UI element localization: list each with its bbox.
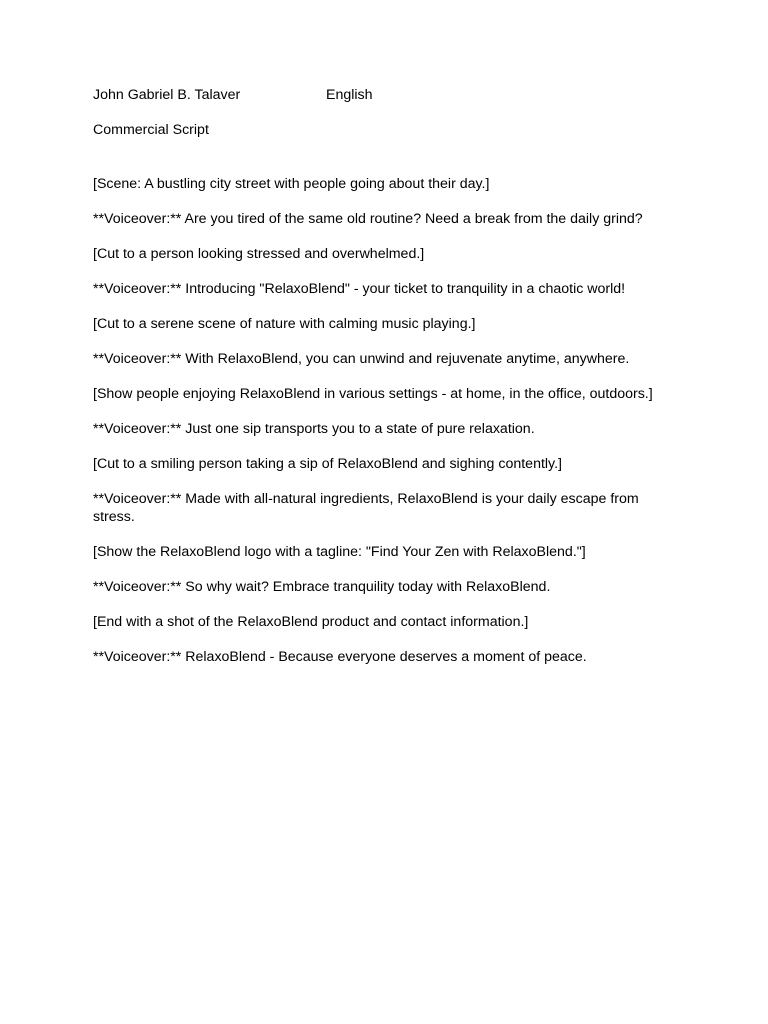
header-line [93,86,663,104]
document-content [93,86,663,683]
script-paragraph: **Voiceover:** With RelaxoBlend, you can unwind and rejuvenate anytime, anywhere. [93,351,630,367]
script-paragraph: **Voiceover:** Made with all-natural ingredients, RelaxoBlend is your daily escape from stress. [93,491,639,525]
document-title: Commercial Script [93,122,209,138]
script-paragraph: [Scene: A bustling city street with people going about their day.] [93,176,490,192]
script-paragraph: **Voiceover:** So why wait? Embrace tranquility today with RelaxoBlend. [93,579,551,595]
script-paragraph: [Cut to a person looking stressed and overwhelmed.] [93,246,425,262]
script-paragraph: **Voiceover:** RelaxoBlend - Because everyone deserves a moment of peace. [93,649,587,665]
script-paragraph: **Voiceover:** Are you tired of the same old routine? Need a break from the daily grind? [93,211,643,227]
author-name: John Gabriel B. Talaver [93,87,241,103]
script-paragraph: [Cut to a smiling person taking a sip of RelaxoBlend and sighing contently.] [93,456,562,472]
script-paragraph: **Voiceover:** Introducing "RelaxoBlend" - your ticket to tranquility in a chaotic world! [93,281,626,297]
script-paragraph: [Show the RelaxoBlend logo with a tagline: "Find Your Zen with RelaxoBlend."] [93,544,586,560]
script-paragraph: [Show people enjoying RelaxoBlend in various settings - at home, in the office, outdoors.] [93,386,653,402]
script-body [93,175,663,666]
script-paragraph: [Cut to a serene scene of nature with calming music playing.] [93,316,476,332]
subject-name: English [326,87,373,103]
script-paragraph: [End with a shot of the RelaxoBlend product and contact information.] [93,614,529,630]
script-paragraph: **Voiceover:** Just one sip transports you to a state of pure relaxation. [93,421,535,437]
